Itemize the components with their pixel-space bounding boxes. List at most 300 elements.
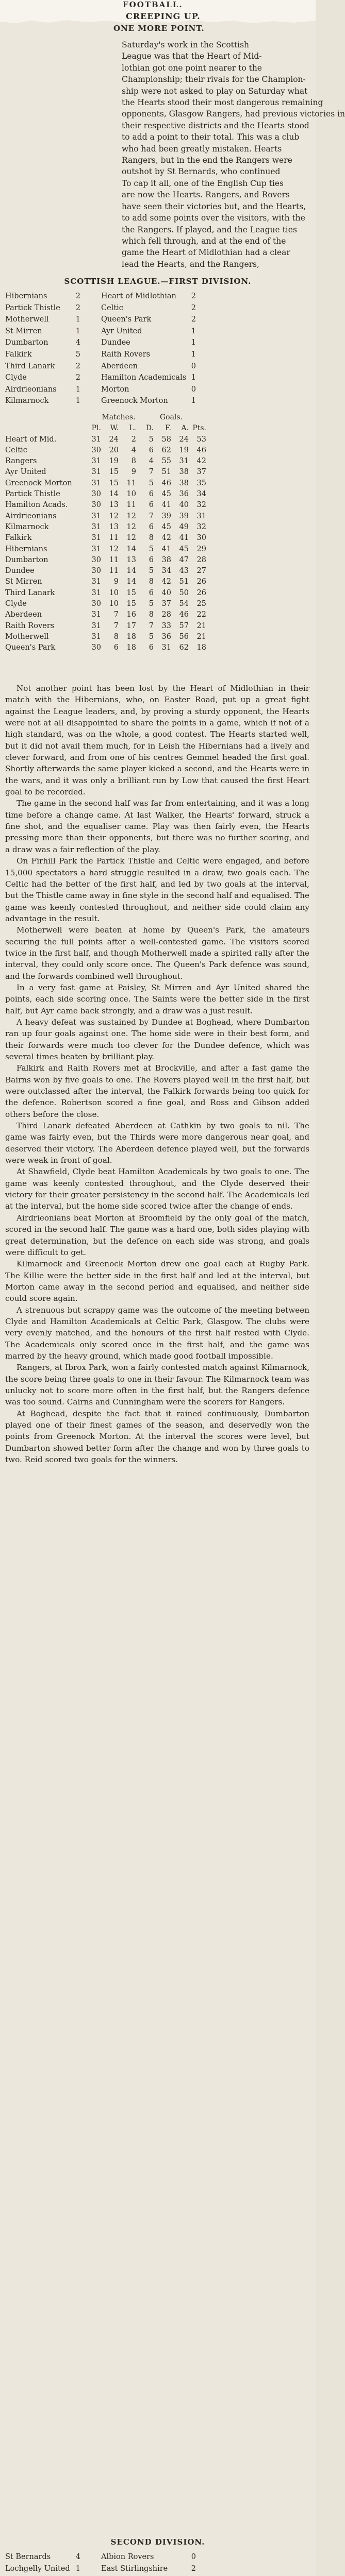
stat-cell: 42 [196,457,206,466]
stat-cell: 37 [161,600,171,608]
club-name: Heart of Mid. [5,435,57,444]
stat-cell: 8 [149,534,154,543]
result-row [5,2551,309,2563]
stat-cell: 62 [161,446,171,454]
stat-cell: 30 [91,600,101,608]
stat-cell: 8 [131,457,136,466]
report-paragraph: Motherwell were beaten at home by Queen's Park, the amateurs securing the full points after a well-contested game. The visitors scored twice in the first half, and though Motherwell made a spirited rally after the interval, they could only score once. The Queen's Park defence was sound, and the forwards combined well throughout. [5,925,309,981]
table-row [5,566,309,577]
column-header: W. [110,424,119,433]
club-name: Ayr United [5,468,46,477]
intro-line: League was that the Heart of Mid- [122,52,262,61]
stat-cell: 53 [196,435,206,444]
stat-cell: 27 [196,567,206,575]
stat-cell: 8 [149,578,154,586]
report-paragraph: Third Lanark defeated Aberdeen at Cathkin by two goals to nil. The game was fairly even, but the Thirds were more dangerous near goal, and deserved their victory. The Aberdeen defence played well, but the forwards were weak in front of goal. [5,1121,309,1165]
home-score: 1 [75,2564,80,2573]
table-row [5,478,309,489]
stat-cell: 5 [149,632,154,641]
spacer [80,337,101,349]
stat-cell: 29 [196,545,206,553]
table-row [5,621,309,632]
intro-line: Rangers, but in the end the Rangers were [122,156,292,165]
stat-cell: 28 [161,611,171,619]
stat-cell: 28 [196,555,206,564]
stat-cell: 7 [149,621,154,630]
club-name: Hamilton Acads. [5,501,68,510]
club-name: Third Lanark [5,588,55,597]
stat-cell: 31 [91,457,101,466]
away-team: Morton [101,385,129,394]
stat-cell: 43 [179,567,189,575]
stat-cell: 18 [126,632,136,641]
intro-line: ship were not asked to play on Saturday what [122,86,308,96]
stat-cell: 34 [161,567,171,575]
stat-cell: 31 [91,522,101,531]
stat-cell: 38 [179,479,189,487]
stat-cell: 11 [109,567,119,575]
result-row [5,361,309,372]
stat-cell: 36 [179,490,189,499]
intro-line: lead the Hearts, and the Rangers, [122,259,259,269]
result-row [5,302,309,314]
home-score: 1 [75,327,80,335]
stat-cell: 18 [126,643,136,652]
intro-line: to add a point to their total. This was a club [122,132,300,142]
home-score: 5 [75,350,80,359]
stat-cell: 45 [161,522,171,531]
spacer [80,291,101,302]
stat-cell: 31 [91,578,101,586]
home-score: 2 [75,303,80,312]
result-row [5,384,309,396]
stat-cell: 7 [113,621,119,630]
home-team: Clyde [5,374,27,382]
club-name: Rangers [5,457,37,466]
away-team: Hamilton Academicals [101,374,187,382]
report-paragraph: At Boghead, despite the fact that it rained continuously, Dumbarton played one of their finest games of the season, and deservedly won the points from Greenock Morton. At the interval the scores were level, but Dumbarton showed better form after the change and won by three goals to two. Reid scored two goals for the winners. [5,1409,309,1465]
home-score: 1 [75,397,80,405]
result-row [5,326,309,337]
column-header: L. [129,424,136,433]
home-team: St Bernards [5,2553,51,2561]
away-team: Raith Rovers [101,350,151,359]
club-name: Airdrieonians [5,512,57,520]
report-paragraph: The game in the second half was far from entertaining, and it was a long time before a change came. At last Walker, the Hearts' forward, struck a fine shot, and the equaliser came. Play was then fairly even, the Hearts pressing more than their opponents, but there was no further scoring, and a draw was a fair reflection of the play. [5,799,309,854]
stat-cell: 47 [179,555,189,564]
stat-cell: 12 [126,534,136,543]
away-score: 1 [191,327,196,335]
home-score: 2 [75,292,80,300]
home-score: 2 [75,362,80,370]
stat-cell: 6 [113,643,119,652]
home-team: Third Lanark [5,362,55,370]
stat-cell: 30 [91,490,101,499]
second-division-title: SECOND DIVISION. [110,2537,205,2547]
club-name: Celtic [5,446,27,454]
stat-cell: 6 [149,555,154,564]
stat-cell: 12 [126,522,136,531]
stat-cell: 41 [179,534,189,543]
home-team: Hibernians [5,292,47,300]
home-team: St Mirren [5,327,42,335]
stat-cell: 42 [161,534,171,543]
table-row [5,555,309,566]
spacer [80,372,101,384]
stat-cell: 15 [126,588,136,597]
intro-line: have seen their victories but, and the Hearts, [122,201,306,211]
away-team: Greenock Morton [101,397,168,405]
stat-cell: 45 [161,490,171,499]
stat-cell: 58 [161,435,171,444]
article-subheadline: ONE MORE POINT. [113,24,205,33]
stat-cell: 13 [109,501,119,510]
stat-cell: 10 [109,588,119,597]
stat-cell: 12 [109,545,119,553]
stat-cell: 4 [149,457,154,466]
stat-cell: 22 [196,611,206,619]
stat-cell: 2 [131,435,136,444]
club-name: Motherwell [5,632,49,641]
stat-cell: 18 [196,643,206,652]
table-row [5,609,309,620]
stat-cell: 42 [161,578,171,586]
stat-cell: 30 [91,501,101,510]
club-name: St Mirren [5,578,42,586]
goals-header: Goals. [159,413,183,421]
spacer [80,384,101,396]
first-division-title: SCOTTISH LEAGUE.—FIRST DIVISION. [64,277,252,286]
home-team: Airdrieonians [5,385,57,394]
stat-cell: 31 [91,611,101,619]
away-score: 1 [191,374,196,382]
report-paragraph: A heavy defeat was sustained by Dundee at Boghead, where Dumbarton ran up four goals against one. The home side were in their best form, and their forwards were much too clever for the Dundee defence, which was several times beaten by brilliant play. [5,1017,309,1061]
article-headline: CREEPING UP. [126,11,201,21]
stat-cell: 21 [196,632,206,641]
table-row [5,456,309,467]
table-row [5,467,309,478]
away-team: Queen's Park [101,315,152,324]
stat-cell: 46 [161,479,171,487]
table-row [5,599,309,609]
stat-cell: 5 [149,479,154,487]
stat-cell: 15 [109,479,119,487]
stat-cell: 39 [179,512,189,520]
away-score: 2 [191,292,196,300]
stat-cell: 38 [161,555,171,564]
stat-cell: 7 [149,468,154,477]
intro-line: Championship; their rivals for the Champion- [122,75,306,84]
stat-cell: 11 [126,501,136,510]
stat-cell: 57 [179,621,189,630]
table-row [5,445,309,456]
stat-cell: 41 [161,501,171,510]
header-blank [5,412,84,423]
match-reports [5,683,309,1465]
stat-cell: 46 [179,611,189,619]
stat-cell: 7 [113,611,119,619]
club-name: Raith Rovers [5,621,55,630]
club-name: Aberdeen [5,611,42,619]
stat-cell: 39 [161,512,171,520]
report-paragraph: Kilmarnock and Greenock Morton drew one goal each at Rugby Park. The Killie were the better side in the first half and led at the interval, but Morton came away in the second period and equalised, and neither side could score again. [5,1259,309,1303]
report-paragraph: On Firhill Park the Partick Thistle and Celtic were engaged, and before 15,000 spectators a hard struggle resulted in a draw, two goals each. The Celtic had the better of the first half, and led by two goals at the interval, but the Thistle came away in fine style in the second half and equalised. The game was keenly contested throughout, and neither side could claim any advantage in the result. [5,856,309,923]
stat-cell: 30 [91,446,101,454]
stat-cell: 4 [131,446,136,454]
stat-cell: 36 [161,632,171,641]
intro-line: which fell through, and at the end of the [122,236,286,246]
stat-cell: 6 [149,522,154,531]
stat-cell: 12 [109,512,119,520]
report-paragraph: Airdrieonians beat Morton at Broomfield by the only goal of the match, scored in the second half. The game was a hard one, both sides playing with great determination, but the defence on each side was strong, and goals were difficult to get. [5,1213,309,1257]
table-row [5,522,309,533]
away-score: 1 [191,350,196,359]
stat-cell: 26 [196,588,206,597]
away-score: 2 [191,2564,196,2573]
report-paragraph: At Shawfield, Clyde beat Hamilton Academicals by two goals to one. The game was keenly contested throughout, and the Clyde deserved their victory for their greater persistency in the second half. The Academicals led at the interval, but the home side scored twice after the change of ends. [5,1167,309,1211]
away-score: 0 [191,2553,196,2561]
stat-cell: 24 [179,435,189,444]
stat-cell: 55 [161,457,171,466]
stat-cell: 31 [91,545,101,553]
intro-line: are now the Hearts. Rangers, and Rovers [122,190,290,200]
away-team: Celtic [101,303,123,312]
stat-cell: 26 [196,578,206,586]
club-name: Partick Thistle [5,490,60,499]
stat-cell: 31 [91,512,101,520]
stat-cell: 5 [149,435,154,444]
report-paragraph: In a very fast game at Paisley, St Mirren and Ayr United shared the points, each side scoring once. The Saints were the better side in the first half, but Ayr came back strongly, and a draw was a just result. [5,982,309,1015]
stat-cell: 14 [109,490,119,499]
stat-cell: 5 [149,545,154,553]
club-name: Kilmarnock [5,522,49,531]
section-heading: FOOTBALL. [123,0,183,9]
intro-line: game the Heart of Midlothian had a clear [122,248,290,258]
club-name: Falkirk [5,534,32,543]
stat-cell: 37 [196,468,206,477]
away-score: 0 [191,362,196,370]
spacer [80,326,101,337]
stat-cell: 40 [161,588,171,597]
intro-line: To cap it all, one of the English Cup ties [122,178,284,188]
away-score: 2 [191,315,196,324]
table-row [5,588,309,599]
intro-line: the Hearts stood their most dangerous remaining [122,98,323,108]
stat-cell: 14 [126,567,136,575]
result-row [5,291,309,302]
stat-cell: 7 [149,512,154,520]
stat-cell: 10 [126,490,136,499]
header-blank [5,423,84,434]
stat-cell: 31 [161,643,171,652]
table-row [5,434,309,445]
stat-cell: 32 [196,522,206,531]
away-score: 2 [191,303,196,312]
stat-cell: 11 [109,555,119,564]
stat-cell: 51 [179,578,189,586]
report-paragraph: Rangers, at Ibrox Park, won a fairly contested match against Kilmarnock, the score being three goals to one in their favour. The Kilmarnock team was unlucky not to score more often in the first half, but the Rangers defence was too sound. Cairns and Cunningham were the scorers for Rangers. [5,1363,309,1407]
away-team: Dundee [101,338,130,347]
home-team: Motherwell [5,315,49,324]
stat-cell: 31 [91,588,101,597]
club-name: Dumbarton [5,555,48,564]
home-team: Partick Thistle [5,303,60,312]
stat-cell: 6 [149,501,154,510]
column-header: Pl. [91,424,101,433]
stat-cell: 49 [179,522,189,531]
intro-line: lothian got one point nearer to the [122,63,262,73]
stat-cell: 25 [196,600,206,608]
home-team: Kilmarnock [5,397,49,405]
stat-cell: 30 [91,555,101,564]
intro-line: their respective districts and the Hearts stood [122,121,309,130]
stat-cell: 24 [109,435,119,444]
result-row [5,337,309,349]
intro-line: opponents, Glasgow Rangers, had previous victories in [122,109,345,119]
stat-cell: 5 [149,600,154,608]
stat-cell: 19 [179,446,189,454]
column-header: F. [165,424,171,433]
stat-cell: 6 [149,446,154,454]
stat-cell: 31 [91,435,101,444]
away-team: Ayr United [101,327,142,335]
intro-column [122,39,345,270]
stat-cell: 33 [161,621,171,630]
spacer [80,349,101,361]
table-row [5,544,309,555]
column-header: Pts. [192,424,206,433]
stat-cell: 50 [179,588,189,597]
club-name: Queen's Park [5,643,56,652]
stat-cell: 6 [149,490,154,499]
report-paragraph: Not another point has been lost by the Heart of Midlothian in their match with the Hibernians, who, on Easter Road, put up a great fight against the League leaders, and, by proving a sturdy opponent, the Hearts were not at all disappointed to share the points in a game, which if not of a high standard, was on the whole, a good contest. The Hearts started well, but it did not avail them much, for in Leish the Hibernians had a lively and clever forward, and from one of his centres Gemmel headed the first goal. Shortly afterwards the same player kicked a second, and the Hearts were in the wars, and it was only a brilliant run by Low that caused the first Heart goal to be recorded. [5,684,309,797]
column-header: D. [145,424,154,433]
table-header-groups [5,412,309,423]
intro-line: who had been greatly mistaken. Hearts [122,144,282,154]
stat-cell: 38 [179,468,189,477]
stat-cell: 31 [91,468,101,477]
away-team: Aberdeen [101,362,138,370]
first-division-table [5,412,309,654]
stat-cell: 62 [179,643,189,652]
home-score: 4 [75,2553,80,2561]
table-row [5,500,309,511]
stat-cell: 31 [91,621,101,630]
away-team: Heart of Midlothian [101,292,176,300]
intro-line: outshot by St Bernards, who continued [122,167,281,177]
column-header: A. [181,424,189,433]
away-score: 1 [191,338,196,347]
home-score: 1 [75,385,80,394]
spacer [80,2551,101,2563]
spacer [80,2563,101,2575]
table-row [5,511,309,522]
stat-cell: 11 [126,479,136,487]
away-score: 0 [191,385,196,394]
home-team: Lochgelly United [5,2564,70,2573]
stat-cell: 20 [109,446,119,454]
stat-cell: 12 [126,512,136,520]
stat-cell: 9 [113,578,119,586]
table-row [5,533,309,544]
table-row [5,489,309,500]
club-name: Greenock Morton [5,479,72,487]
home-score: 2 [75,374,80,382]
stat-cell: 31 [196,512,206,520]
away-team: Albion Rovers [101,2553,154,2561]
intro-line: Saturday's work in the Scottish [122,40,250,49]
intro-line: to add some points over the visitors, with the [122,213,305,223]
stat-cell: 56 [179,632,189,641]
spacer [80,314,101,326]
club-name: Hibernians [5,545,47,553]
intro-line: the Rangers. If played, and the League ties [122,225,297,234]
stat-cell: 31 [91,479,101,487]
stat-cell: 14 [126,578,136,586]
stat-cell: 6 [149,588,154,597]
stat-cell: 46 [196,446,206,454]
stat-cell: 34 [196,490,206,499]
result-row [5,395,309,407]
stat-cell: 40 [179,501,189,510]
stat-cell: 15 [126,600,136,608]
club-name: Dundee [5,567,35,575]
stat-cell: 30 [196,534,206,543]
stat-cell: 32 [196,501,206,510]
matches-header: Matches. [102,413,136,421]
stat-cell: 30 [91,567,101,575]
stat-cell: 17 [126,621,136,630]
stat-cell: 35 [196,479,206,487]
stat-cell: 31 [91,534,101,543]
table-row [5,577,309,587]
home-score: 4 [75,338,80,347]
club-name: Clyde [5,600,27,608]
stat-cell: 16 [126,611,136,619]
result-row [5,2563,309,2575]
stat-cell: 30 [91,643,101,652]
result-row [5,349,309,361]
stat-cell: 51 [161,468,171,477]
stat-cell: 6 [149,643,154,652]
table-row [5,632,309,642]
stat-cell: 21 [196,621,206,630]
stat-cell: 10 [109,600,119,608]
spacer [80,395,101,407]
result-row [5,372,309,384]
stat-cell: 31 [91,632,101,641]
report-paragraph: Falkirk and Raith Rovers met at Brockville, and after a fast game the Bairns won by five goals to one. The Rovers played well in the first half, but were outclassed after the interval, the Falkirk forwards being too quick for the defence. Robertson scored a fine goal, and Ross and Gibson added others before the close. [5,1063,309,1119]
second-division-results [5,2551,309,2576]
table-header-columns [5,423,309,434]
home-score: 1 [75,315,80,324]
stat-cell: 11 [109,534,119,543]
stat-cell: 14 [126,545,136,553]
stat-cell: 41 [161,545,171,553]
stat-cell: 13 [126,555,136,564]
result-row [5,314,309,326]
spacer [80,302,101,314]
stat-cell: 13 [109,522,119,531]
home-team: Falkirk [5,350,32,359]
table-row [5,642,309,653]
stat-cell: 8 [149,611,154,619]
stat-cell: 15 [109,468,119,477]
first-division-results [5,291,309,407]
stat-cell: 54 [179,600,189,608]
stat-cell: 31 [179,457,189,466]
stat-cell: 8 [113,632,119,641]
